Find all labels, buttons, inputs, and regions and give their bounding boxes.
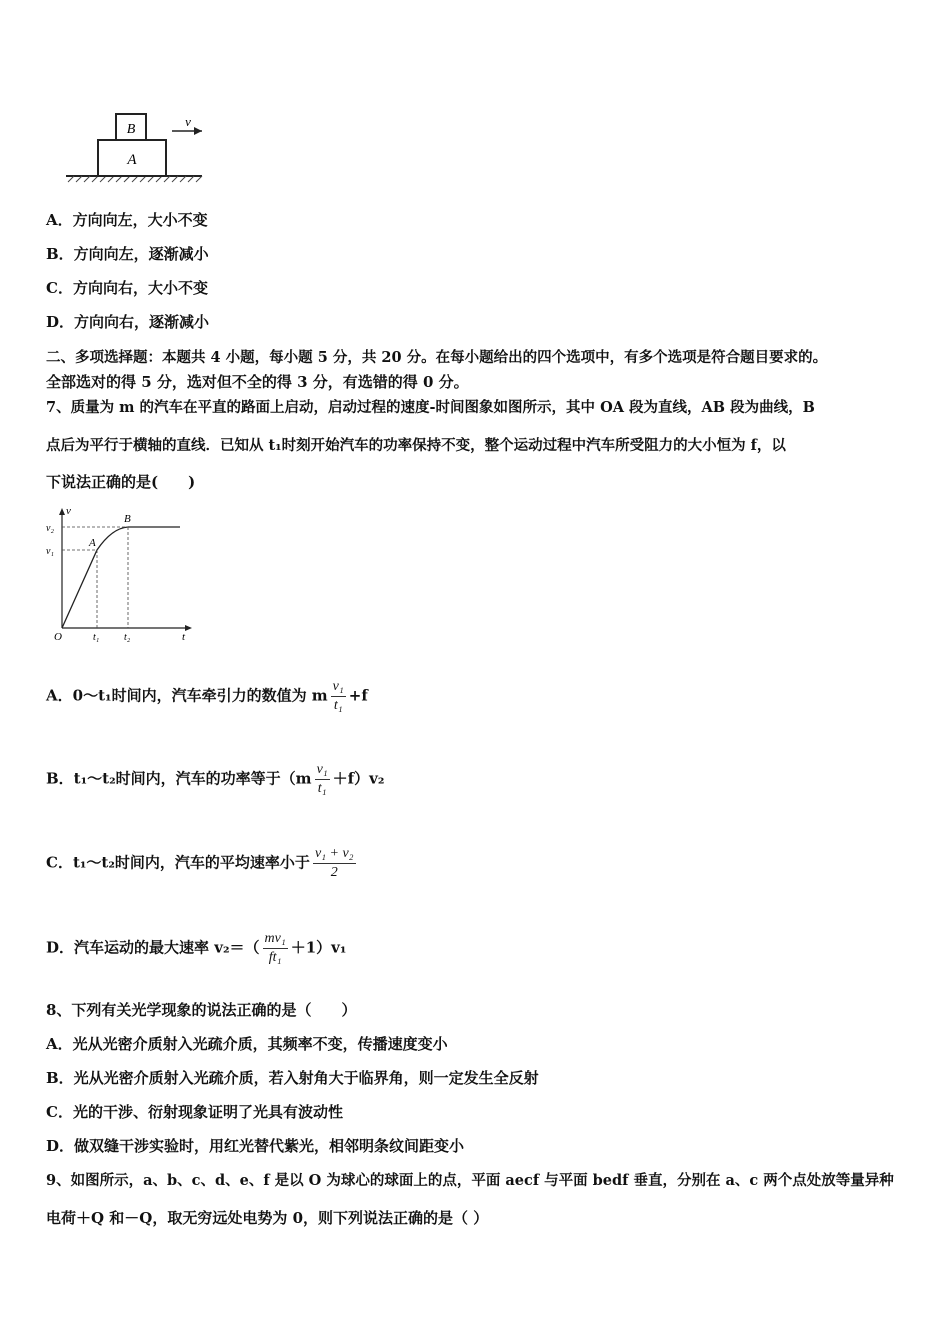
point-a-label: A [89, 537, 96, 549]
q6-option-a: A．方向向左，大小不变 [46, 211, 208, 229]
q8-stem: 8、下列有关光学现象的说法正确的是（ ） [46, 1001, 357, 1019]
q8-option-a: A．光从光密介质射入光疏介质，其频率不变，传播速度变小 [46, 1035, 448, 1053]
origin-label: O [54, 631, 62, 643]
q8-option-c: C．光的干涉、衍射现象证明了光具有波动性 [46, 1103, 343, 1121]
v2-label: v₂ [46, 523, 54, 534]
q7-option-c: C．t₁～t₂时间内，汽车的平均速率小于 $\frac{\text{v₁ + v₂}}{2}$ [46, 846, 354, 880]
q8-option-b: B．光从光密介质射入光疏介质，若入射角大于临界角，则一定发生全反射 [46, 1069, 539, 1087]
velocity-label: v [185, 114, 191, 129]
block-b-label: B [126, 122, 136, 137]
t1-label: t₁ [93, 632, 100, 643]
axis-t-label: t [182, 631, 186, 643]
vt-graph [42, 500, 202, 650]
section2-heading-line2: 全部选对的得 5 分，选对但不全的得 3 分，有选错的得 0 分。 [46, 373, 469, 391]
q7-option-b: B．t₁～t₂时间内，汽车的功率等于（m $\frac{\text{v₁}}{\text{t₁}}$ ＋f）v₂ [46, 762, 385, 796]
q7-option-d: D．汽车运动的最大速率 v₂＝（ $\frac{\text{mv₁}}{\text{ft₁}}$ ＋1）v₁ [46, 931, 347, 965]
q6-option-d: D．方向向右，逐渐减小 [46, 313, 210, 331]
q6-option-c: C．方向向右，大小不变 [46, 279, 208, 297]
t2-label: t₂ [124, 632, 131, 643]
axis-v-label: v [66, 505, 71, 517]
blocks-figure [60, 110, 240, 190]
q9-stem-line2: 电荷＋Q 和－Q，取无穷远处电势为 0，则下列说法正确的是（ ） [46, 1209, 489, 1227]
q9-stem-line1: 9、如图所示，a、b、c、d、e、f 是以 O 为球心的球面上的点，平面 aecf 与平面 bedf 垂直，分别在 a、c 两个点处放等量异种 [46, 1172, 894, 1189]
v1-label: v₁ [46, 546, 54, 557]
point-b-label: B [124, 513, 131, 525]
q8-option-d: D．做双缝干涉实验时，用红光替代紫光，相邻明条纹间距变小 [46, 1137, 465, 1155]
section2-heading-line1: 二、多项选择题：本题共 4 小题，每小题 5 分，共 20 分。在每小题给出的四个选项中，有多个选项是符合题目要求的。 [46, 349, 828, 366]
q7-stem-line2: 点后为平行于横轴的直线．已知从 t₁时刻开始汽车的功率保持不变，整个运动过程中汽车所受阻力的大小恒为 f，以 [46, 437, 786, 454]
block-a-label: A [127, 152, 137, 168]
q7-stem-line3: 下说法正确的是( ) [46, 473, 196, 491]
q7-option-a: A．0～t₁时间内，汽车牵引力的数值为 m $\frac{\text{v₁}}{\text{t₁}}$ +f [46, 679, 368, 713]
q6-option-b: B．方向向左，逐渐减小 [46, 245, 209, 263]
q7-stem-line1: 7、质量为 m 的汽车在平直的路面上启动，启动过程的速度-时间图象如图所示，其中 OA 段为直线，AB 段为曲线，B [46, 399, 815, 416]
